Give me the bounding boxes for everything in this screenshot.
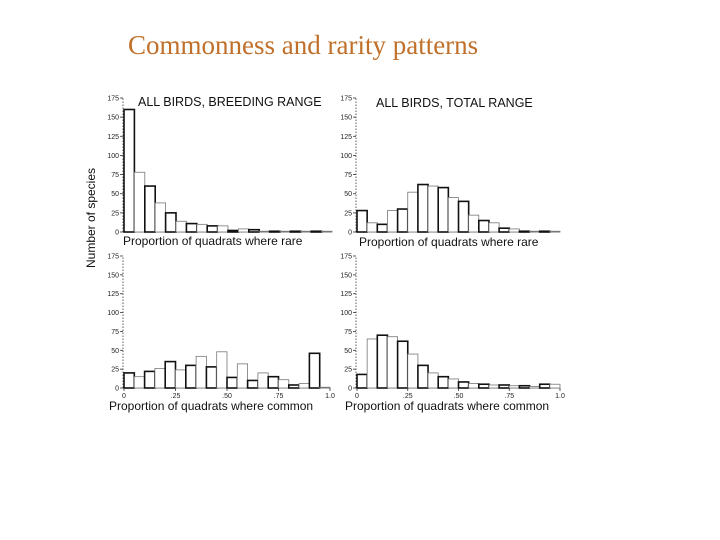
histogram-bar [217, 352, 227, 388]
histogram-bar [479, 221, 489, 232]
histogram-bar [540, 384, 550, 388]
histogram-bar [357, 374, 367, 388]
y-tick-label: 50 [111, 347, 119, 355]
x-tick-label: .75 [504, 393, 515, 400]
y-tick-label: 100 [107, 152, 119, 160]
histogram-bar [367, 223, 377, 232]
histogram-bar [299, 383, 309, 388]
histogram-bar [227, 377, 237, 388]
histogram-bar [165, 362, 175, 388]
histogram-bar [459, 382, 469, 388]
histogram-bar [197, 224, 207, 232]
histogram-bar [237, 364, 247, 388]
y-tick-label: 75 [111, 172, 119, 180]
x-tick-label: .25 [402, 393, 413, 400]
y-tick-label: 25 [344, 210, 352, 218]
y-tick-label: 150 [340, 272, 352, 280]
histogram-bar [238, 229, 248, 232]
y-tick-label: 25 [344, 366, 352, 374]
x-tick-label: .25 [170, 393, 181, 400]
histogram-bar [428, 186, 438, 232]
x-tick-label: .75 [273, 393, 284, 400]
histogram-bar [228, 230, 238, 232]
histogram-bar [489, 223, 499, 232]
y-tick-label: 175 [107, 95, 119, 103]
x-axis-label: Proportion of quadrats where rare [123, 234, 303, 248]
y-tick-label: 125 [107, 291, 119, 299]
y-tick-label: 0 [115, 229, 119, 237]
histogram-bar [489, 385, 499, 388]
histogram-bar [438, 377, 448, 388]
y-tick-label: 125 [107, 133, 119, 141]
histogram-bar [145, 186, 155, 232]
y-tick-label: 0 [348, 385, 352, 393]
histogram-bar [438, 188, 448, 232]
histogram-bar [377, 224, 387, 232]
histogram-panel-2 [340, 96, 560, 250]
y-tick-label: 150 [340, 114, 352, 122]
slide-title: Commonness and rarity patterns [128, 30, 479, 60]
y-tick-label: 25 [111, 366, 119, 374]
x-tick-label: 0 [122, 393, 126, 400]
histogram-bar [124, 109, 134, 232]
histogram-bar [387, 337, 397, 388]
histogram-bar [459, 201, 469, 232]
y-tick-label: 50 [344, 347, 352, 355]
histogram-bar [387, 211, 397, 232]
histogram-bar [176, 221, 186, 232]
histogram-bar [469, 383, 479, 388]
histogram-bar [155, 203, 165, 232]
histogram-bar [134, 377, 144, 388]
histogram-bar [357, 211, 367, 232]
histogram-bar [428, 373, 438, 388]
histogram-bar [196, 356, 206, 388]
histogram-bar [519, 386, 529, 388]
histogram-bar [218, 226, 228, 232]
y-tick-label: 75 [111, 328, 119, 336]
histogram-bar [322, 231, 332, 232]
histogram-bar [258, 373, 268, 388]
y-axis-label: Number of species [84, 167, 98, 269]
histogram-bar [530, 231, 540, 232]
panel-title: ALL BIRDS, BREEDING RANGE [138, 95, 322, 109]
histogram-bar [550, 231, 560, 232]
histogram-bar [207, 226, 217, 232]
y-tick-label: 175 [107, 253, 119, 261]
histogram-bar [418, 185, 428, 232]
y-tick-label: 75 [344, 172, 352, 180]
panel-title: ALL BIRDS, TOTAL RANGE [376, 96, 533, 110]
histogram-bar [134, 172, 144, 232]
histogram-bar [311, 231, 321, 232]
histogram-bar [448, 198, 458, 232]
histogram-bar [301, 231, 311, 232]
y-tick-label: 175 [340, 95, 352, 103]
histogram-bar [268, 377, 278, 388]
histogram-bar [499, 385, 509, 388]
histogram-bar [290, 231, 300, 232]
histogram-bar [398, 341, 408, 388]
histogram-panel-1 [107, 95, 332, 248]
y-tick-label: 125 [340, 133, 352, 141]
y-tick-label: 100 [340, 310, 352, 318]
x-axis-label: Proportion of quadrats where common [345, 399, 550, 413]
y-tick-label: 100 [340, 152, 352, 160]
histogram-bar [448, 379, 458, 388]
histogram-bar [479, 384, 489, 388]
y-tick-label: 25 [111, 210, 119, 218]
x-tick-label: .50 [222, 393, 232, 400]
histogram-bar [249, 230, 259, 232]
histogram-bar [289, 385, 299, 388]
histogram-bar [280, 231, 290, 232]
y-tick-label: 125 [340, 291, 352, 299]
histogram-bar [509, 229, 519, 232]
x-tick-label: 1.0 [555, 393, 565, 400]
y-tick-label: 75 [344, 328, 352, 336]
histogram-bar [550, 384, 560, 388]
histogram-bar [320, 387, 330, 388]
y-tick-label: 100 [107, 310, 119, 318]
histogram-bar [270, 231, 280, 232]
histogram-bar [499, 228, 509, 232]
histogram-bar [279, 380, 289, 388]
histogram-bar [166, 213, 176, 232]
histogram-bar [186, 224, 196, 232]
histogram-bar [155, 368, 165, 388]
histogram-bar [186, 365, 196, 388]
x-tick-label: 1.0 [325, 393, 335, 400]
histogram-bar [309, 353, 319, 388]
histogram-bar [469, 215, 479, 232]
histogram-bar [124, 373, 134, 388]
x-axis-label: Proportion of quadrats where rare [359, 235, 539, 249]
histogram-bar [206, 367, 216, 388]
histogram-panels [107, 95, 565, 413]
histogram-bar [176, 370, 186, 388]
x-tick-label: 0 [355, 393, 359, 400]
histogram-bar [259, 231, 269, 232]
histogram-bar [509, 386, 519, 388]
histogram-bar [408, 192, 418, 232]
histogram-bar [398, 209, 408, 232]
y-tick-label: 175 [340, 253, 352, 261]
histogram-bar [248, 380, 258, 388]
y-tick-label: 0 [115, 385, 119, 393]
histogram-bar [377, 335, 387, 388]
histogram-panel-3 [107, 254, 335, 414]
histogram-bar [408, 354, 418, 388]
y-tick-label: 50 [111, 191, 119, 199]
x-tick-label: .50 [453, 393, 464, 400]
histogram-bar [540, 231, 550, 232]
histogram-bar [367, 339, 377, 388]
y-tick-label: 50 [344, 191, 352, 199]
histogram-panel-4 [340, 254, 565, 414]
histogram-bar [530, 386, 540, 388]
y-tick-label: 0 [348, 229, 352, 237]
y-tick-label: 150 [107, 114, 119, 122]
histogram-bar [519, 231, 529, 232]
y-tick-label: 150 [107, 272, 119, 280]
histogram-bar [145, 371, 155, 388]
x-axis-label: Proportion of quadrats where common [109, 399, 314, 413]
histogram-bar [418, 365, 428, 388]
